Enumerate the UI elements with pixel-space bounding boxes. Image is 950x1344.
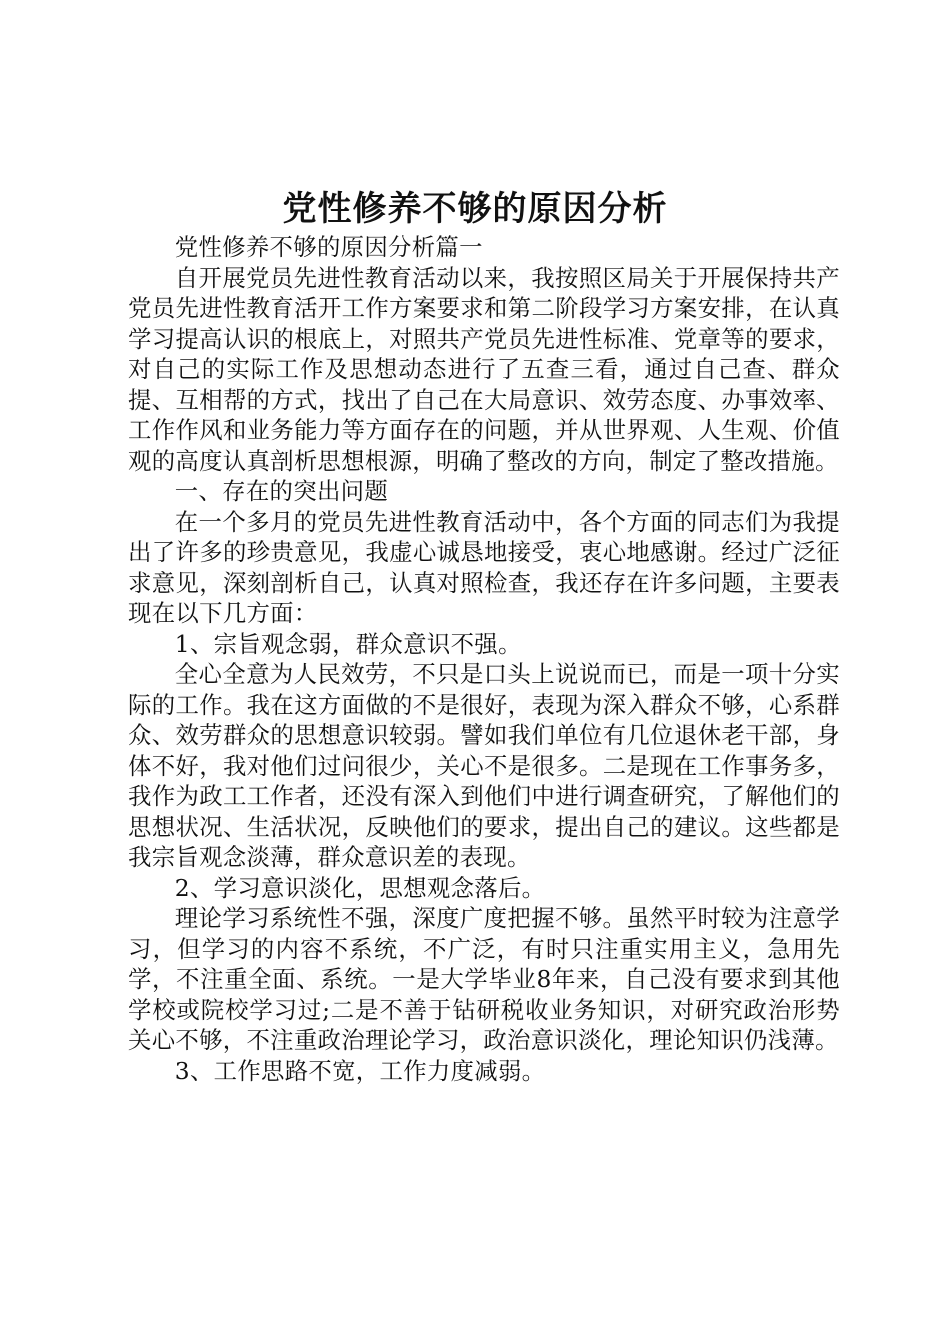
problem-3-heading: 3、工作思路不宽，工作力度减弱。 (174, 1056, 546, 1085)
problems-intro-paragraph: 在一个多月的党员先进性教育活动中，各个方面的同志们为我提出了许多的珍贵意见，我虚心诚恳地接受，衷心地感谢。经过广泛征求意见，深刻剖析自己，认真对照检查，我还存在许多问题，主要表现在以下几方面： (128, 507, 840, 627)
intro-paragraph: 自开展党员先进性教育活动以来，我按照区局关于开展保持共产党员先进性教育活开工作方案要求和第二阶段学习方案安排，在认真学习提高认识的根底上，对照共产党员先进性标准、党章等的要求，对自己的实际工作及思想动态进行了五查三看，通过自己查、群众提、互相帮的方式，找出了自己在大局意识、效劳态度、办事效率、工作作风和业务能力等方面存在的问题，并从世界观、人生观、价值观的高度认真剖析思想根源，明确了整改的方向，制定了整改措施。 (128, 263, 840, 475)
section-heading-problems: 一、存在的突出问题 (174, 477, 389, 505)
problem-2-paragraph: 理论学习系统性不强，深度广度把握不够。虽然平时较为注意学习，但学习的内容不系统，不广泛，有时只注重实用主义，急用先学，不注重全面、系统。一是大学毕业8年来，自己没有要求到其他学校或院校学习过;二是不善于钻研税收业务知识，对研究政治形势关心不够，不注重政治理论学习，政治意识淡化，理论知识仍浅薄。 (128, 904, 840, 1054)
problem-1-heading: 1、宗旨观念弱，群众意识不强。 (174, 629, 522, 658)
section-heading-part-one: 党性修养不够的原因分析篇一 (174, 233, 483, 261)
document-title: 党性修养不够的原因分析 (282, 189, 668, 229)
problem-2-heading: 2、学习意识淡化，思想观念落后。 (174, 873, 546, 902)
problem-1-paragraph: 全心全意为人民效劳，不只是口头上说说而已，而是一项十分实际的工作。我在这方面做的不是很好，表现为深入群众不够，心系群众、效劳群众的思想意识较弱。譬如我们单位有几位退休老干部，身体不好，我对他们过问很少，关心不是很多。二是现在工作事务多，我作为政工工作者，还没有深入到他们中进行调查研究，了解他们的思想状况、生活状况，反映他们的要求，提出自己的建议。这些都是我宗旨观念淡薄，群众意识差的表现。 (128, 660, 840, 871)
document-body (128, 232, 840, 1086)
